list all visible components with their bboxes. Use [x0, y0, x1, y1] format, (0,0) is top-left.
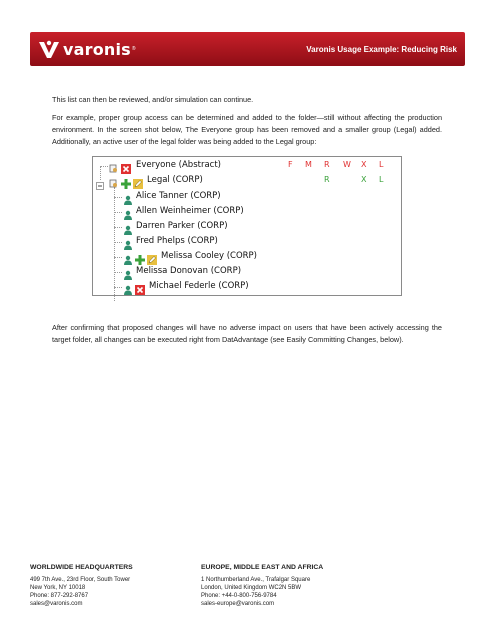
perm-w: W — [343, 160, 351, 169]
edit-pencil-icon[interactable] — [133, 176, 143, 186]
tree-label: Alice Tanner (CORP) — [136, 191, 221, 201]
tree-row-user[interactable] — [93, 235, 399, 250]
user-icon — [123, 207, 133, 217]
footer-hq — [30, 564, 190, 608]
tree-row-user[interactable] — [93, 220, 399, 235]
tree-row-user-added[interactable] — [93, 250, 399, 265]
registered-mark: ® — [131, 46, 136, 52]
footer-emea-city: London, United Kingdom WC2N 5BW — [201, 585, 302, 591]
removed-x-icon[interactable] — [135, 282, 145, 292]
paragraph-intro: This list can then be reviewed, and/or simulation can continue. — [52, 95, 254, 104]
tree-label: Legal (CORP) — [147, 175, 203, 185]
tree-row-user[interactable] — [93, 190, 399, 205]
tree-label: Darren Parker (CORP) — [136, 221, 228, 231]
tree-row-user-removed[interactable] — [93, 280, 399, 295]
tree-row-user[interactable] — [93, 265, 399, 280]
varonis-logo — [38, 38, 136, 60]
perm-m: M — [305, 160, 312, 169]
tree-line — [114, 257, 122, 258]
added-plus-icon[interactable] — [121, 176, 131, 186]
paragraph-conclusion: After confirming that proposed changes will have no adverse impact on users that have been actively accessing the target folder, all changes can be executed right from DatAdvantage (see Easily Committing Changes, below). — [52, 323, 442, 344]
perm-x: X — [361, 160, 367, 169]
tree-line — [114, 197, 122, 198]
header-banner — [30, 32, 465, 66]
tree-label: Fred Phelps (CORP) — [136, 236, 218, 246]
user-icon — [123, 282, 133, 292]
footer-emea-address: 1 Northumberland Ave., Trafalgar Square — [201, 577, 311, 583]
footer-emea-heading: EUROPE, MIDDLE EAST AND AFRICA — [201, 564, 324, 571]
user-icon — [123, 237, 133, 247]
tree-label: Melissa Cooley (CORP) — [161, 251, 258, 261]
screenshot-permissions-tree — [92, 156, 402, 296]
perm-f: F — [288, 160, 293, 169]
tree-line — [114, 227, 122, 228]
footer-emea-email[interactable]: sales-europe@varonis.com — [201, 601, 275, 607]
footer-hq-phone: Phone: 877-292-8767 — [30, 593, 89, 599]
tree-row-legal[interactable] — [93, 174, 399, 189]
varonis-v-icon — [38, 39, 60, 59]
perm-l: L — [379, 175, 384, 184]
user-icon — [123, 252, 133, 262]
paragraph-example: For example, proper group access can be determined and added to the folder—still without affecting the production environment. In the screen shot below, The Everyone group has been removed and a smaller group (Legal) added. Additionally, an active user of the legal folder was being added to the Legal group: — [52, 113, 442, 146]
tree-line — [114, 287, 122, 288]
tree-label: Melissa Donovan (CORP) — [136, 266, 242, 276]
logo-text: varonis — [63, 39, 131, 59]
perm-r: R — [324, 175, 330, 184]
tree-row-user[interactable] — [93, 205, 399, 220]
tree-line — [114, 272, 122, 273]
added-plus-icon[interactable] — [135, 252, 145, 262]
perm-x: X — [361, 175, 367, 184]
tree-label: Everyone (Abstract) — [136, 160, 221, 170]
footer-hq-address: 499 7th Ave., 23rd Floor, South Tower — [30, 577, 131, 583]
tree-line — [114, 212, 122, 213]
tree-label: Michael Federle (CORP) — [149, 281, 249, 291]
user-icon — [123, 192, 133, 202]
collapse-toggle-icon[interactable] — [96, 177, 104, 185]
tree-line — [114, 242, 122, 243]
user-icon — [123, 267, 133, 277]
edit-pencil-icon[interactable] — [147, 252, 157, 262]
footer-hq-city: New York, NY 10018 — [30, 585, 86, 591]
page-title: Varonis Usage Example: Reducing Risk — [306, 45, 457, 54]
removed-x-icon[interactable] — [121, 161, 131, 171]
user-icon — [123, 222, 133, 232]
perm-l: L — [379, 160, 384, 169]
footer-hq-email[interactable]: sales@varonis.com — [30, 601, 83, 607]
footer-emea-phone: Phone: +44-0-800-756-9784 — [201, 593, 277, 599]
footer-emea — [201, 564, 381, 608]
group-icon — [109, 176, 119, 186]
footer-hq-heading: WORLDWIDE HEADQUARTERS — [30, 564, 133, 571]
tree-label: Allen Weinheimer (CORP) — [136, 206, 244, 216]
perm-r: R — [324, 160, 330, 169]
tree-row-everyone[interactable] — [93, 159, 399, 174]
group-icon — [109, 161, 119, 171]
